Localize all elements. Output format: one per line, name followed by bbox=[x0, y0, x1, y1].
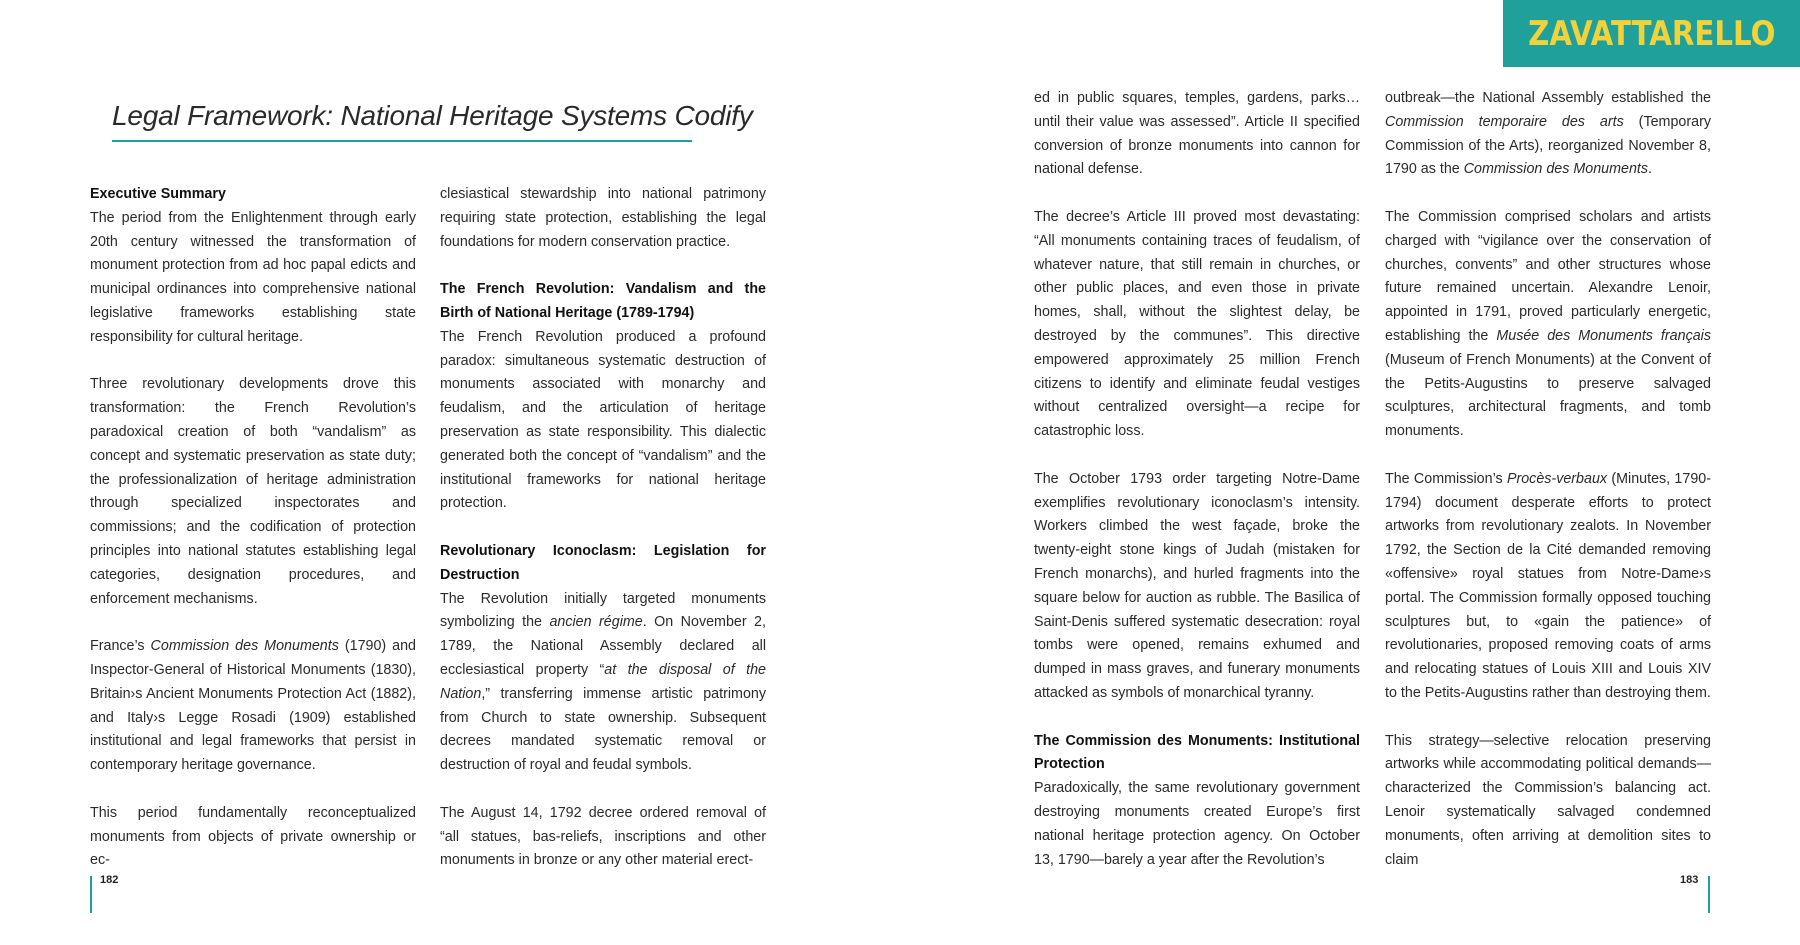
heading-commission-des-monuments: The Commission des Monuments: Institutional Protection bbox=[1034, 732, 1360, 773]
page-number-left: 182 bbox=[100, 874, 119, 886]
paragraph: The August 14, 1792 decree ordered removal of “all statues, bas-reliefs, inscriptions and other monuments in bronze or any other material erect- bbox=[440, 804, 766, 869]
paragraph: The French Revolution produced a profound paradox: simultaneous systematic destruction of monuments associated with monarchy and feudalism, and the articulation of heritage preservation as state responsibility. This dialectic generated both the concept of “vandalism” and the institutional frameworks for national heritage protection. bbox=[440, 328, 766, 512]
paragraph: The decree’s Article III proved most devastating: “All monuments containing traces of feudalism, of whatever nature, that still remain in churches, or other public places, and even those in private homes, shall, without the slightest delay, be destroyed by the communes”. This directive empowered approximately 25 million French citizens to identify and eliminate feudal vestiges without centralized oversight—a recipe for catastrophic loss. bbox=[1034, 208, 1360, 440]
right-page-column-2 bbox=[1385, 87, 1711, 872]
paragraph: Paradoxically, the same revolutionary government destroying monuments created Europe’s first national heritage protection agency. On October 13, 1790—barely a year after the Revolution’s bbox=[1034, 780, 1360, 868]
paragraph: The Commission’s Procès-verbaux (Minutes, 1790-1794) document desperate efforts to protect artworks from revolutionary zealots. In November 1792, the Section de la Cité demanded removing «offensive» royal statues from Notre-Dame›s portal. The Commission formally opposed touching sculptures but, to «gain the patience» of revolutionaries, proposed removing coats of arms and relocating statues of Louis XIII and Louis XIV to the Petits-Augustins rather than destroying them. bbox=[1385, 470, 1711, 701]
heading-revolutionary-iconoclasm: Revolutionary Iconoclasm: Legislation for Destruction bbox=[440, 542, 766, 583]
page-number-bar-left bbox=[90, 876, 92, 913]
paragraph: The Revolution initially targeted monuments symbolizing the ancien régime. On November 2, 1789, the National Assembly declared all ecclesiastical property “at the disposal of the Nation,” transferring immense artistic patrimony from Church to state ownership. Subsequent decrees mandated systematic removal or destruction of royal and feudal symbols. bbox=[440, 590, 766, 774]
paragraph: This strategy—selective relocation preserving artworks while accommodating political demands—characterized the Commission’s balancing act. Lenoir systematically salvaged condemned monuments, often arriving at demolition sites to claim bbox=[1385, 732, 1711, 868]
paragraph: The period from the Enlightenment through early 20th century witnessed the transformation of monument protection from ad hoc papal edicts and municipal ordinances into comprehensive national legislative frameworks establishing state responsibility for cultural heritage. bbox=[90, 209, 416, 345]
paragraph: Three revolutionary developments drove this transformation: the French Revolution’s paradoxical creation of both “vandalism” as concept and systematic preservation as state duty; the professionalization of heritage administration through specialized inspectorates and commissions; and the codification of protection principles into national statutes establishing legal categories, designation procedures, and enforcement mechanisms. bbox=[90, 376, 416, 607]
title-underline bbox=[112, 140, 692, 142]
heading-french-revolution: The French Revolution: Vandalism and the Birth of National Heritage (1789-1794) bbox=[440, 281, 766, 321]
section-title: Legal Framework: National Heritage Systems Codify bbox=[112, 100, 753, 131]
page-number-bar-right bbox=[1708, 876, 1710, 913]
left-page-column-2 bbox=[440, 183, 766, 873]
right-page-column-1 bbox=[1034, 87, 1360, 872]
heading-executive-summary: Executive Summary bbox=[90, 186, 226, 202]
brand-banner bbox=[1503, 0, 1800, 67]
paragraph: France’s Commission des Monuments (1790) and Inspector-General of Historical Monuments (1830), Britain›s Ancient Monuments Protection Act (1882), and Italy›s Legge Rosadi (1909) established institutional and legal frameworks that persist in contemporary heritage governance. bbox=[90, 638, 417, 774]
paragraph: outbreak—the National Assembly established the Commission temporaire des arts (Temporary Commission of the Arts), reorganized November 8, 1790 as the Commission des Monuments. bbox=[1385, 90, 1711, 178]
left-page-column-1 bbox=[90, 183, 416, 873]
paragraph: clesiastical stewardship into national patrimony requiring state protection, establishing the legal foundations for modern conservation practice. bbox=[440, 186, 766, 250]
brand-title: ZAVATTARELLO bbox=[1527, 13, 1776, 54]
paragraph: The Commission comprised scholars and artists charged with “vigilance over the conservation of churches, convents” and other structures whose future remained uncertain. Alexandre Lenoir, appointed in 1791, proved particularly energetic, establishing the Musée des Monuments français (Museum of French Monuments) at the Convent of the Petits-Augustins to preserve salvaged sculptures, architectural fragments, and tomb monuments. bbox=[1385, 208, 1711, 440]
paragraph: ed in public squares, temples, gardens, parks… until their value was assessed”. Article II specified conversion of bronze monuments into cannon for national defense. bbox=[1034, 90, 1360, 178]
paragraph: This period fundamentally reconceptualized monuments from objects of private ownership or ec- bbox=[90, 804, 416, 869]
paragraph: The October 1793 order targeting Notre-Dame exemplifies revolutionary iconoclasm’s intensity. Workers climbed the west façade, broke the twenty-eight stone kings of Judah (mistaken for French monarchs), and hurled fragments into the square below for auction as rubble. The Basilica of Saint-Denis suffered systematic desecration: royal tombs were opened, remains exhumed and dumped in mass graves, and funerary monuments attacked as symbols of monarchical tyranny. bbox=[1034, 470, 1360, 701]
page-number-right: 183 bbox=[1680, 874, 1699, 886]
